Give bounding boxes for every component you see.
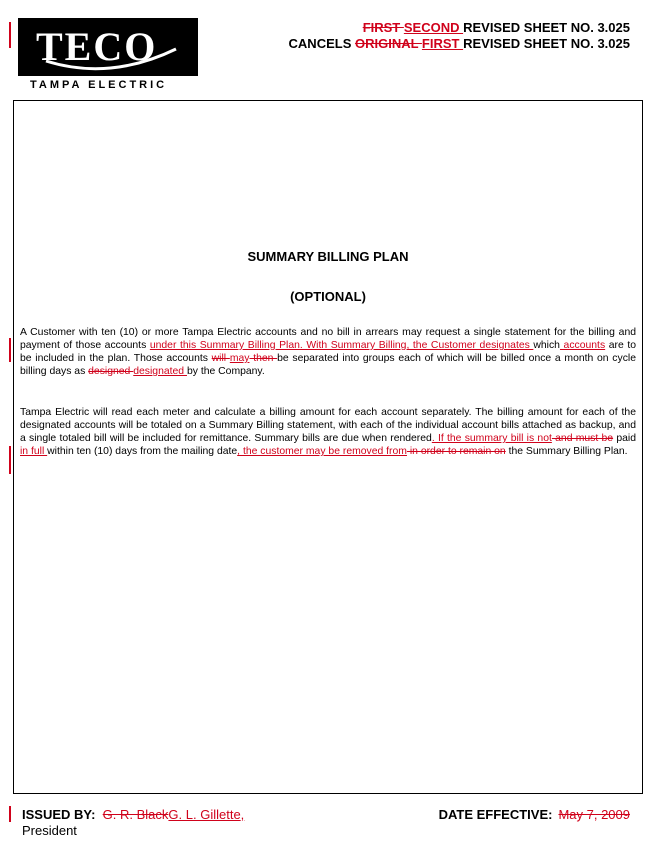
issued-by-comma: , <box>240 807 245 822</box>
issued-by-title: President <box>22 823 77 838</box>
p2-delete-1: and must be <box>551 433 614 444</box>
p2-text-4: the Summary Billing Plan. <box>505 446 628 457</box>
document-subtitle: (OPTIONAL) <box>290 289 366 304</box>
p1-delete-2: then <box>249 353 278 364</box>
issued-by-label: ISSUED BY: <box>22 807 96 822</box>
teco-logo <box>18 18 198 88</box>
logo-wordmark: TECO <box>36 24 158 69</box>
issued-by-line <box>22 807 244 823</box>
sheet-header <box>289 20 630 52</box>
p1-text-3: are to be included in the plan. Those accounts <box>20 340 636 364</box>
header-line-2 <box>289 36 630 52</box>
change-bar-footer <box>9 806 11 822</box>
p1-delete-1: will <box>211 353 230 364</box>
date-effective-label: DATE EFFECTIVE: <box>438 807 553 822</box>
paragraph-1 <box>20 326 636 378</box>
p1-text-4: be separated into groups each of which will be billed once a month on cycle billing days as <box>20 353 636 377</box>
p2-insert-2: in full <box>20 446 48 457</box>
p2-text-2: paid <box>613 433 636 444</box>
tariff-sheet <box>13 100 643 794</box>
p2-delete-2: in order to remain on <box>406 446 506 457</box>
header-line1-inserted: SECOND <box>403 20 464 35</box>
header-line2-inserted: FIRST <box>421 36 464 51</box>
p1-text-5: by the Company. <box>186 366 265 377</box>
p1-text-2: which <box>533 340 560 351</box>
issued-by-inserted-name: G. L. Gillette <box>168 807 241 822</box>
change-bar-para2 <box>9 446 11 474</box>
paragraph-2 <box>20 406 636 458</box>
document-title: SUMMARY BILLING PLAN <box>247 249 409 264</box>
p1-insert-3: may <box>229 353 250 364</box>
change-bar-para1 <box>9 338 11 362</box>
p2-text-3: within ten (10) days from the mailing date <box>47 446 238 457</box>
p1-insert-2: accounts <box>559 340 606 351</box>
header-line2-rest: REVISED SHEET NO. 3.025 <box>463 36 630 51</box>
header-line-1 <box>289 20 630 36</box>
p1-insert-1: under this Summary Billing Plan. With Summary Billing, the Customer designates <box>149 340 534 351</box>
header-line2-prefix: CANCELS <box>288 36 355 51</box>
issued-by-deleted-name: G. R. Black <box>102 807 169 822</box>
p1-insert-4: designated <box>133 366 187 377</box>
header-line1-deleted: FIRST <box>362 20 404 35</box>
p2-text-1: Tampa Electric will read each meter and calculate a billing amount for each account separately. The billing amount for each of the designated accounts will be totaled on a Summary Billing statement, with each of the individual account bills attached as backup, and a single totaled bill will be included for remittance. Summary bills are due when rendered <box>20 407 636 444</box>
date-effective-block <box>439 807 630 823</box>
logo-subtitle: TAMPA ELECTRIC <box>30 79 168 88</box>
p2-insert-1: . If the summary bill is not <box>431 433 552 444</box>
date-effective-value: May 7, 2009 <box>558 807 630 822</box>
change-bar-header <box>9 22 11 48</box>
p2-insert-3: , the customer may be removed from <box>237 446 407 457</box>
header-line1-rest: REVISED SHEET NO. 3.025 <box>463 20 630 35</box>
p1-text-1: A Customer with ten (10) or more Tampa Electric accounts and no bill in arrears may request a single statement for the billing and payment of those accounts <box>20 327 636 351</box>
issued-by-block <box>22 807 244 839</box>
header-line2-deleted: ORIGINAL <box>354 36 422 51</box>
p1-delete-3: designed <box>88 366 134 377</box>
